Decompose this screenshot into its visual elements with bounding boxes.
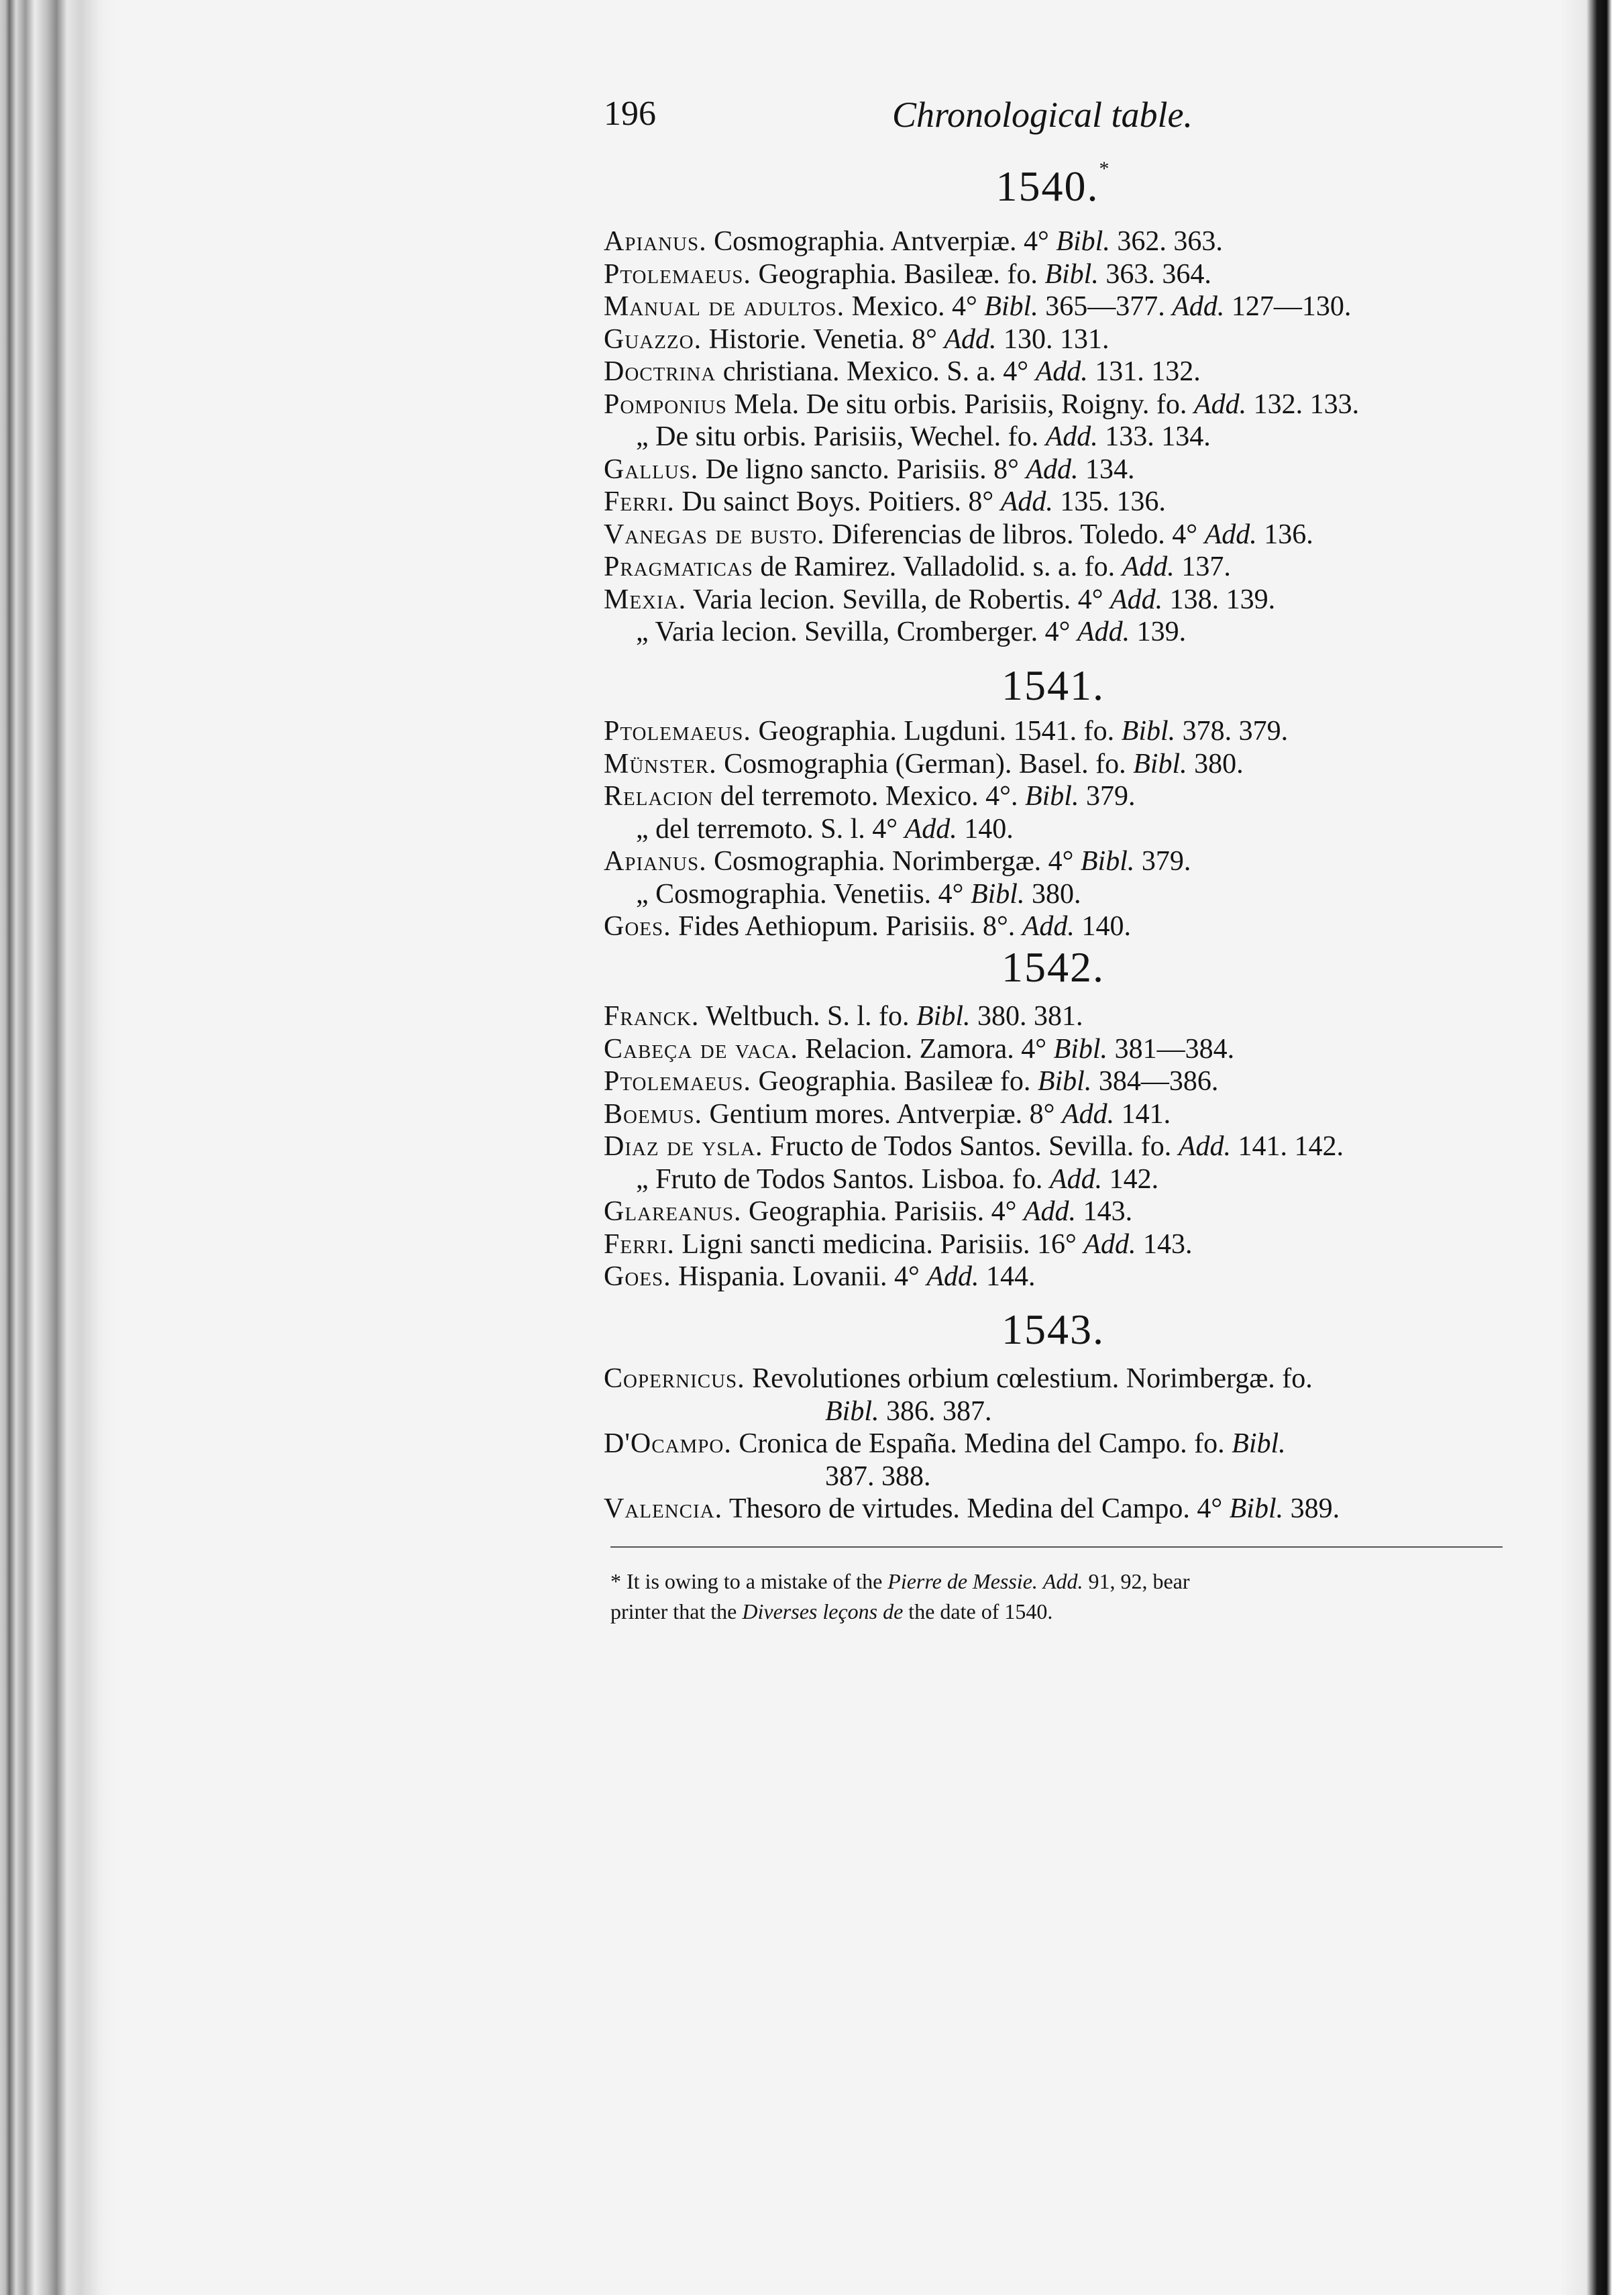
entry-reference: Bibl.	[916, 1001, 971, 1032]
entry-author: Franck.	[604, 1001, 700, 1032]
entry-reference: Add.	[926, 1261, 979, 1292]
footnote-marker: *	[1099, 158, 1111, 180]
entry-author: Goes.	[604, 1261, 671, 1292]
entry-text: „ Varia lecion. Sevilla, Cromberger. 4°	[636, 617, 1077, 647]
entry-author: Ptolemaeus.	[604, 1066, 751, 1097]
year-text: 1541.	[1002, 661, 1105, 709]
entry-pages: 140.	[1074, 911, 1131, 942]
entry-line	[604, 1395, 1624, 1428]
entry-pages: 380. 381.	[970, 1001, 1083, 1032]
entry-reference: Bibl.	[1037, 1066, 1092, 1097]
entry-author: Pragmaticas	[604, 551, 753, 582]
entry-pages: 379.	[1134, 846, 1191, 877]
entry-line	[604, 583, 1503, 617]
entry-pages: 380.	[1024, 878, 1081, 910]
entry-text: „ Fruto de Todos Santos. Lisboa. fo.	[636, 1163, 1050, 1195]
entry-pages: 127—130.	[1224, 291, 1352, 322]
entry-text: Thesoro de virtudes. Medina del Campo. 4°	[722, 1493, 1230, 1524]
entry-line	[604, 1427, 1503, 1460]
entry-line	[604, 453, 1503, 486]
entry-line	[604, 1000, 1503, 1033]
entry-text: Ligni sancti medicina. Parisiis. 16°	[674, 1228, 1084, 1260]
page-title: Chronological table.	[892, 95, 1193, 135]
entry-pages: 378. 379.	[1175, 716, 1289, 747]
entry-author: Cabeça de vaca.	[604, 1033, 798, 1065]
entry-reference: Add.	[1204, 519, 1257, 550]
entry-line	[604, 323, 1503, 356]
entry-author: Glareanus.	[604, 1196, 742, 1227]
entry-reference: Bibl.	[1080, 846, 1135, 877]
entry-pages: 131. 132.	[1087, 356, 1201, 387]
entry-line	[604, 1098, 1503, 1131]
entry-text: Geographia. Basileæ fo.	[751, 1066, 1038, 1097]
entry-text: Cosmographia. Norimbergæ. 4°	[706, 846, 1081, 877]
entry-pages: 143.	[1136, 1228, 1193, 1260]
entry-line	[604, 1492, 1503, 1526]
entry-reference: Add.	[1026, 453, 1079, 485]
year-heading	[604, 158, 1503, 211]
entry-pages: 140.	[957, 813, 1014, 845]
entry-reference: Bibl.	[1056, 226, 1110, 257]
entry-reference: Add.	[1083, 1228, 1136, 1260]
entry-line	[604, 1163, 1535, 1196]
entry-line	[604, 1460, 1624, 1493]
entry-text: Du sainct Boys. Poitiers. 8°	[674, 486, 1001, 517]
entry-author: Pomponius	[604, 388, 727, 420]
entry-text: Gentium mores. Antverpiæ. 8°	[702, 1098, 1062, 1130]
entry-text: Relacion. Zamora. 4°	[798, 1033, 1054, 1065]
entry-line	[604, 258, 1503, 291]
entry-author: Goes.	[604, 911, 671, 942]
entry-reference: Bibl.	[1024, 781, 1079, 812]
entry-pages: 386. 387.	[879, 1395, 992, 1427]
entry-author: Ferri.	[604, 1228, 675, 1260]
entry-line	[604, 780, 1503, 813]
entry-pages: 384—386.	[1091, 1066, 1219, 1097]
entry-pages: 379.	[1079, 781, 1136, 812]
entry-pages: 380.	[1187, 748, 1244, 780]
entry-text: christiana. Mexico. S. a. 4°	[716, 356, 1036, 387]
entry-pages: 143.	[1076, 1196, 1133, 1227]
entry-reference: Add.	[1045, 421, 1098, 452]
entry-line	[604, 1195, 1503, 1228]
entry-text: Revolutiones orbium cœlestium. Norimbergæ. fo.	[745, 1363, 1313, 1394]
entry-pages: 133. 134.	[1097, 421, 1211, 452]
entry-reference: Add.	[1035, 356, 1088, 387]
entry-pages: 381—384.	[1107, 1033, 1235, 1065]
entry-author: Relacion	[604, 781, 714, 812]
year-heading	[604, 661, 1503, 710]
entry-pages: 365—377.	[1038, 291, 1173, 322]
entry-line	[604, 877, 1535, 911]
entry-line	[604, 812, 1535, 846]
entry-reference: Add.	[1023, 1196, 1077, 1227]
entry-reference: Add.	[1061, 1098, 1115, 1130]
entry-author: Ptolemaeus.	[604, 716, 751, 747]
entry-reference: Add.	[904, 813, 957, 845]
entry-reference: Bibl.	[970, 878, 1025, 910]
footnote	[610, 1566, 1503, 1627]
entry-reference: Bibl.	[825, 1395, 879, 1427]
entry-pages: 132. 133.	[1246, 388, 1360, 420]
entry-author: Diaz de ysla.	[604, 1131, 763, 1162]
entry-text: De ligno sancto. Parisiis. 8°	[698, 453, 1026, 485]
entry-pages: 134.	[1078, 453, 1135, 485]
entry-text: Varia lecion. Sevilla, de Robertis. 4°	[686, 584, 1110, 615]
entry-pages: 141. 142.	[1230, 1131, 1344, 1162]
entry-author: Vanegas de busto.	[604, 519, 825, 550]
entry-pages: 137.	[1174, 551, 1231, 582]
year-text: 1542.	[1002, 943, 1105, 991]
entry-text: Historie. Venetia. 8°	[702, 323, 944, 355]
entry-pages: 363. 364.	[1098, 258, 1211, 290]
entry-pages: 144.	[979, 1261, 1036, 1292]
entry-text: „ Cosmographia. Venetiis. 4°	[636, 878, 971, 910]
entry-line	[604, 1065, 1503, 1098]
entry-reference: Add.	[1000, 486, 1053, 517]
entry-text: Mexico. 4°	[845, 291, 985, 322]
entry-pages: 142.	[1102, 1163, 1159, 1195]
entry-author: Mexia.	[604, 584, 687, 615]
entry-reference: Bibl.	[1121, 716, 1176, 747]
entry-author: Münster.	[604, 748, 717, 780]
entry-text: Weltbuch. S. l. fo.	[699, 1001, 917, 1032]
entry-pages: 362. 363.	[1109, 226, 1223, 257]
entry-reference: Bibl.	[1053, 1033, 1108, 1065]
entry-reference: Add.	[1193, 388, 1247, 420]
entry-line	[604, 550, 1503, 584]
entry-author: Gallus.	[604, 453, 699, 485]
entry-text: Fructo de Todos Santos. Sevilla. fo.	[763, 1131, 1179, 1162]
footnote-line-2: printer that the Diverses leçons de the date of 1540.	[610, 1599, 1053, 1623]
footnote-line-1: * It is owing to a mistake of the Pierre de Messie. Add. 91, 92, bear	[610, 1569, 1190, 1593]
entry-text: Hispania. Lovanii. 4°	[671, 1261, 927, 1292]
entry-line	[604, 747, 1503, 781]
entry-reference: Bibl.	[984, 291, 1038, 322]
entry-pages: 389.	[1283, 1493, 1340, 1524]
entry-pages: 138. 139.	[1162, 584, 1276, 615]
entry-author: Ferri.	[604, 486, 675, 517]
entry-text: Cosmographia (German). Basel. fo.	[716, 748, 1134, 780]
entry-reference: Add.	[944, 323, 997, 355]
entry-line	[604, 420, 1535, 453]
entry-author: Doctrina	[604, 356, 716, 387]
entry-text: Geographia. Parisiis. 4°	[741, 1196, 1024, 1227]
entry-text: „ De situ orbis. Parisiis, Wechel. fo.	[636, 421, 1046, 452]
entry-text: „ del terremoto. S. l. 4°	[636, 813, 905, 845]
entry-author: D'Ocampo.	[604, 1428, 732, 1459]
year-text: 1540.	[995, 162, 1099, 210]
running-head	[604, 94, 1503, 148]
entry-line	[604, 388, 1503, 421]
entry-reference: Bibl.	[1133, 748, 1187, 780]
entry-reference: Add.	[1022, 911, 1075, 942]
entry-pages: 130. 131.	[996, 323, 1109, 355]
entry-pages: 136.	[1256, 519, 1313, 550]
entry-reference: Add.	[1110, 584, 1163, 615]
entry-reference: Bibl.	[1229, 1493, 1284, 1524]
entry-line	[604, 615, 1535, 649]
year-text: 1543.	[1002, 1305, 1105, 1353]
entry-text: Fides Aethiopum. Parisiis. 8°.	[671, 911, 1022, 942]
entry-author: Apianus.	[604, 226, 707, 257]
entry-text: Diferencias de libros. Toledo. 4°	[824, 519, 1205, 550]
entry-line	[604, 1228, 1503, 1261]
entry-pages: 141.	[1114, 1098, 1171, 1130]
entry-author: Copernicus.	[604, 1363, 745, 1394]
entry-pages: 139.	[1130, 617, 1187, 647]
entry-reference: Bibl.	[1044, 258, 1099, 290]
entry-reference: Add.	[1077, 617, 1130, 647]
entry-text: Cronica de España. Medina del Campo. fo.	[731, 1428, 1232, 1459]
entry-line	[604, 910, 1503, 943]
entry-text: Cosmographia. Antverpiæ. 4°	[706, 226, 1057, 257]
entry-author: Guazzo.	[604, 323, 702, 355]
year-heading	[604, 943, 1503, 992]
entry-reference: Bibl.	[1232, 1428, 1286, 1459]
entry-text: Geographia. Basileæ. fo.	[751, 258, 1045, 290]
entry-author: Ptolemaeus.	[604, 258, 751, 290]
year-heading	[604, 1305, 1503, 1354]
entry-author: Boemus.	[604, 1098, 703, 1130]
entry-line	[604, 845, 1503, 878]
entry-line	[604, 225, 1503, 258]
entry-reference: Add.	[1122, 551, 1175, 582]
entry-line	[604, 1130, 1503, 1163]
footnote-rule	[610, 1546, 1503, 1548]
entry-author: Valencia.	[604, 1493, 723, 1524]
entry-line	[604, 714, 1503, 748]
entry-reference: Add.	[1049, 1163, 1103, 1195]
entry-line	[604, 290, 1503, 323]
entry-pages: 135. 136.	[1052, 486, 1166, 517]
page-number: 196	[604, 95, 656, 133]
entry-text: Geographia. Lugduni. 1541. fo.	[751, 716, 1122, 747]
entry-author: Manual de adultos.	[604, 291, 845, 322]
entry-text: de Ramirez. Valladolid. s. a. fo.	[753, 551, 1122, 582]
entry-line	[604, 1362, 1503, 1395]
entry-line	[604, 518, 1503, 551]
entry-text: 387. 388.	[825, 1460, 931, 1492]
entry-reference: Add.	[1178, 1131, 1231, 1162]
entry-line	[604, 485, 1503, 519]
entry-text: del terremoto. Mexico. 4°.	[713, 781, 1025, 812]
entry-line	[604, 1032, 1503, 1066]
entry-reference: Add.	[1172, 291, 1225, 322]
entry-line	[604, 1260, 1503, 1293]
entry-text: Mela. De situ orbis. Parisiis, Roigny. fo.	[726, 388, 1194, 420]
entry-line	[604, 355, 1503, 388]
entry-author: Apianus.	[604, 846, 707, 877]
